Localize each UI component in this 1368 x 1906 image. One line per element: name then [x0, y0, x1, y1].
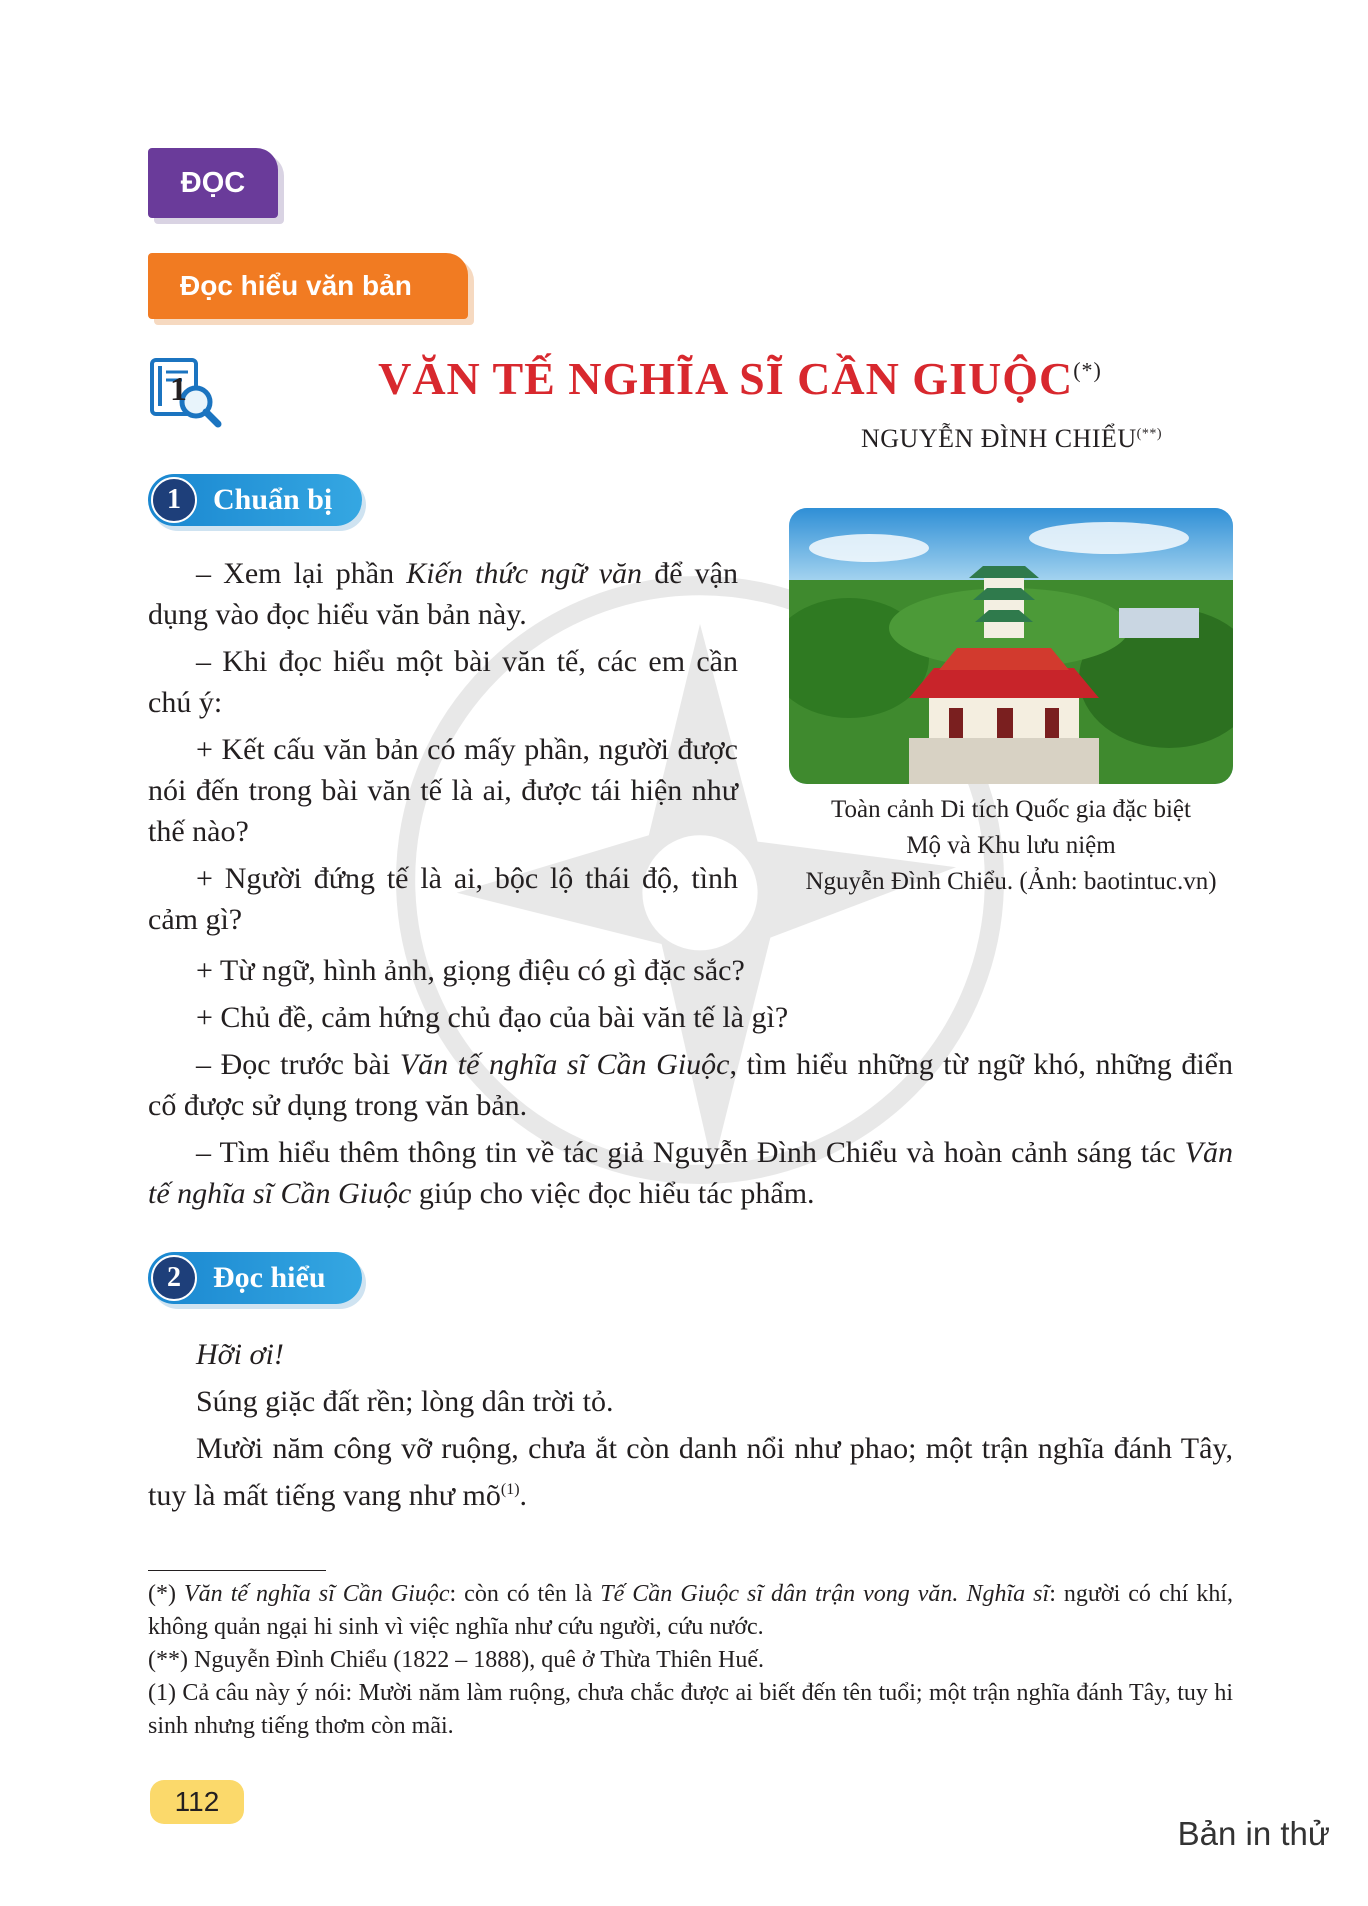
section-tag-doc: ĐỌC — [148, 148, 278, 218]
footnotes — [148, 1578, 1233, 1743]
lesson-number: 1 — [170, 371, 187, 408]
footnote-divider — [148, 1570, 326, 1571]
item-b: – Khi đọc hiểu một bài văn tế, các em cần chú ý: — [148, 645, 738, 719]
line-2: Súng giặc đất rền; lòng dân trời tỏ. — [196, 1385, 614, 1418]
author-name: NGUYỄN ĐÌNH CHIỂU(**) — [860, 424, 1162, 453]
page-number: 112 — [150, 1780, 244, 1824]
section-label: Đọc hiểu — [213, 1261, 326, 1294]
item-c: + Kết cấu văn bản có mấy phần, người được nói đến trong bài văn tế là ai, được tái hiện như thế nào? — [148, 733, 738, 848]
section-number: 1 — [151, 477, 197, 523]
item-a: – Xem lại phần Kiến thức ngữ văn để vận dụng vào đọc hiểu văn bản này. — [148, 557, 738, 631]
item-g: – Đọc trước bài Văn tế nghĩa sĩ Cần Giuộc, tìm hiểu những từ ngữ khó, những điển cố được sử dụng trong văn bản. — [148, 1048, 1233, 1122]
item-f: + Chủ đề, cảm hứng chủ đạo của bài văn tế là gì? — [196, 1001, 789, 1034]
section-label: Chuẩn bị — [213, 483, 333, 516]
temple-photo — [789, 508, 1233, 784]
item-d: + Người đứng tế là ai, bộc lộ thái độ, tình cảm gì? — [148, 862, 738, 936]
section-header-chuan-bi — [148, 474, 362, 526]
photo-caption: Toàn cảnh Di tích Quốc gia đặc biệt Mộ và Khu lưu niệm Nguyễn Đình Chiểu. (Ảnh: baotintuc.vn) — [805, 796, 1217, 895]
footnote-3: (1) Cả câu này ý nói: Mười năm làm ruộng, chưa chắc được ai biết đến tên tuổi; một trận nghĩa đánh Tây, tuy hi sinh nhưng tiếng thơm còn mãi. — [148, 1680, 1233, 1739]
page-title: VĂN TẾ NGHĨA SĨ CẦN GIUỘC(*) — [378, 353, 1102, 404]
item-h: – Tìm hiểu thêm thông tin về tác giả Nguyễn Đình Chiểu và hoàn cảnh sáng tác Văn tế nghĩa sĩ Cần Giuộc giúp cho việc đọc hiểu tác phẩm. — [148, 1136, 1233, 1210]
section-number: 2 — [151, 1255, 197, 1301]
book-search-icon — [148, 356, 222, 428]
footnote-2: (**) Nguyễn Đình Chiểu (1822 – 1888), quê ở Thừa Thiên Huế. — [148, 1647, 765, 1673]
section-tag-doc-hieu-van-ban: Đọc hiểu văn bản — [148, 253, 468, 319]
draft-label: Bản in thử — [1177, 1815, 1330, 1852]
footnote-1: (*) Văn tế nghĩa sĩ Cần Giuộc: còn có tên là Tế Cần Giuộc sĩ dân trận vong văn. Nghĩa sĩ: người có chí khí, không quản ngại hi sinh vì việc nghĩa như cứu người, cứu nước. — [148, 1581, 1233, 1640]
chuan-bi-left-column — [148, 553, 738, 940]
line-3: Mười năm công vỡ ruộng, chưa ắt còn danh nổi như phao; một trận nghĩa đánh Tây, tuy là mất tiếng vang như $mõ^{(1)}$. — [148, 1432, 1233, 1512]
item-e: + Từ ngữ, hình ảnh, giọng điệu có gì đặc sắc? — [196, 954, 745, 987]
doc-hieu-text — [148, 1334, 1233, 1516]
section-header-doc-hieu — [148, 1252, 362, 1304]
chuan-bi-full-width — [148, 950, 1233, 1214]
line-hoi-oi: Hỡi ơi! — [196, 1338, 284, 1371]
